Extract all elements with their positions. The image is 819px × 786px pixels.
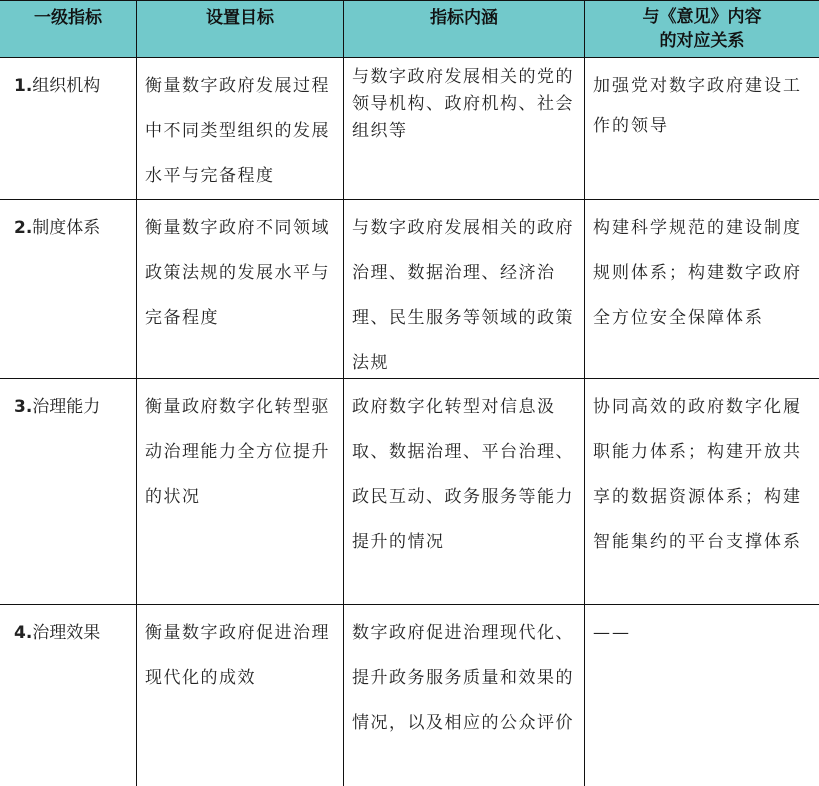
row-indicator-name: 治理效果 [32,623,101,643]
column-divider [136,0,137,786]
header-cell-primary-indicator: 一级指标 [34,8,102,28]
row-indicator-cell [14,605,132,656]
header-cell-goal: 设置目标 [206,8,274,28]
row-indicator-cell [14,58,132,106]
row-relation-cell: 加强党对数字政府建设工作的领导 [593,76,802,136]
row-indicator-name: 治理能力 [32,397,101,417]
row-connotation-cell: 数字政府促进治理现代化、提升政务服务质量和效果的情况，以及相应的公众评价 [352,623,574,733]
row-indicator-cell [14,379,132,430]
table-row [0,58,819,200]
row-goal-cell: 衡量数字政府不同领域政策法规的发展水平与完备程度 [145,218,330,328]
row-number: 4. [14,623,33,643]
row-number: 1. [14,76,33,96]
row-connotation-cell: 与数字政府发展相关的党的领导机构、政府机构、社会组织等 [352,67,574,141]
row-relation-cell: 协同高效的政府数字化履职能力体系；构建开放共享的数据资源体系；构建智能集约的平台支撑体系 [593,397,802,552]
table-header [0,0,819,58]
row-indicator-name: 制度体系 [32,218,101,238]
row-relation-cell: 构建科学规范的建设制度规则体系；构建数字政府全方位安全保障体系 [593,218,802,328]
row-goal-cell: 衡量数字政府促进治理现代化的成效 [145,623,330,688]
column-divider [584,0,585,786]
row-number: 3. [14,397,33,417]
row-relation-cell: —— [593,623,631,643]
table-row [0,379,819,605]
row-indicator-cell [14,200,132,251]
row-connotation-cell: 与数字政府发展相关的政府治理、数据治理、经济治理、民生服务等领域的政策法规 [352,218,574,373]
table-row [0,200,819,379]
row-connotation-cell: 政府数字化转型对信息汲取、数据治理、平台治理、政民互动、政务服务等能力提升的情况 [352,397,574,552]
header-relation-line2: 的对应关系 [659,31,745,51]
row-indicator-name: 组织机构 [32,76,101,96]
header-cell-connotation: 指标内涵 [430,8,498,28]
column-divider [343,0,344,786]
table-row [0,605,819,786]
row-number: 2. [14,218,33,238]
row-goal-cell: 衡量数字政府发展过程中不同类型组织的发展水平与完备程度 [145,76,330,186]
row-goal-cell: 衡量政府数字化转型驱动治理能力全方位提升的状况 [145,397,330,507]
header-relation-line1: 与《意见》内容 [642,7,762,27]
header-cell-relation [585,1,819,57]
